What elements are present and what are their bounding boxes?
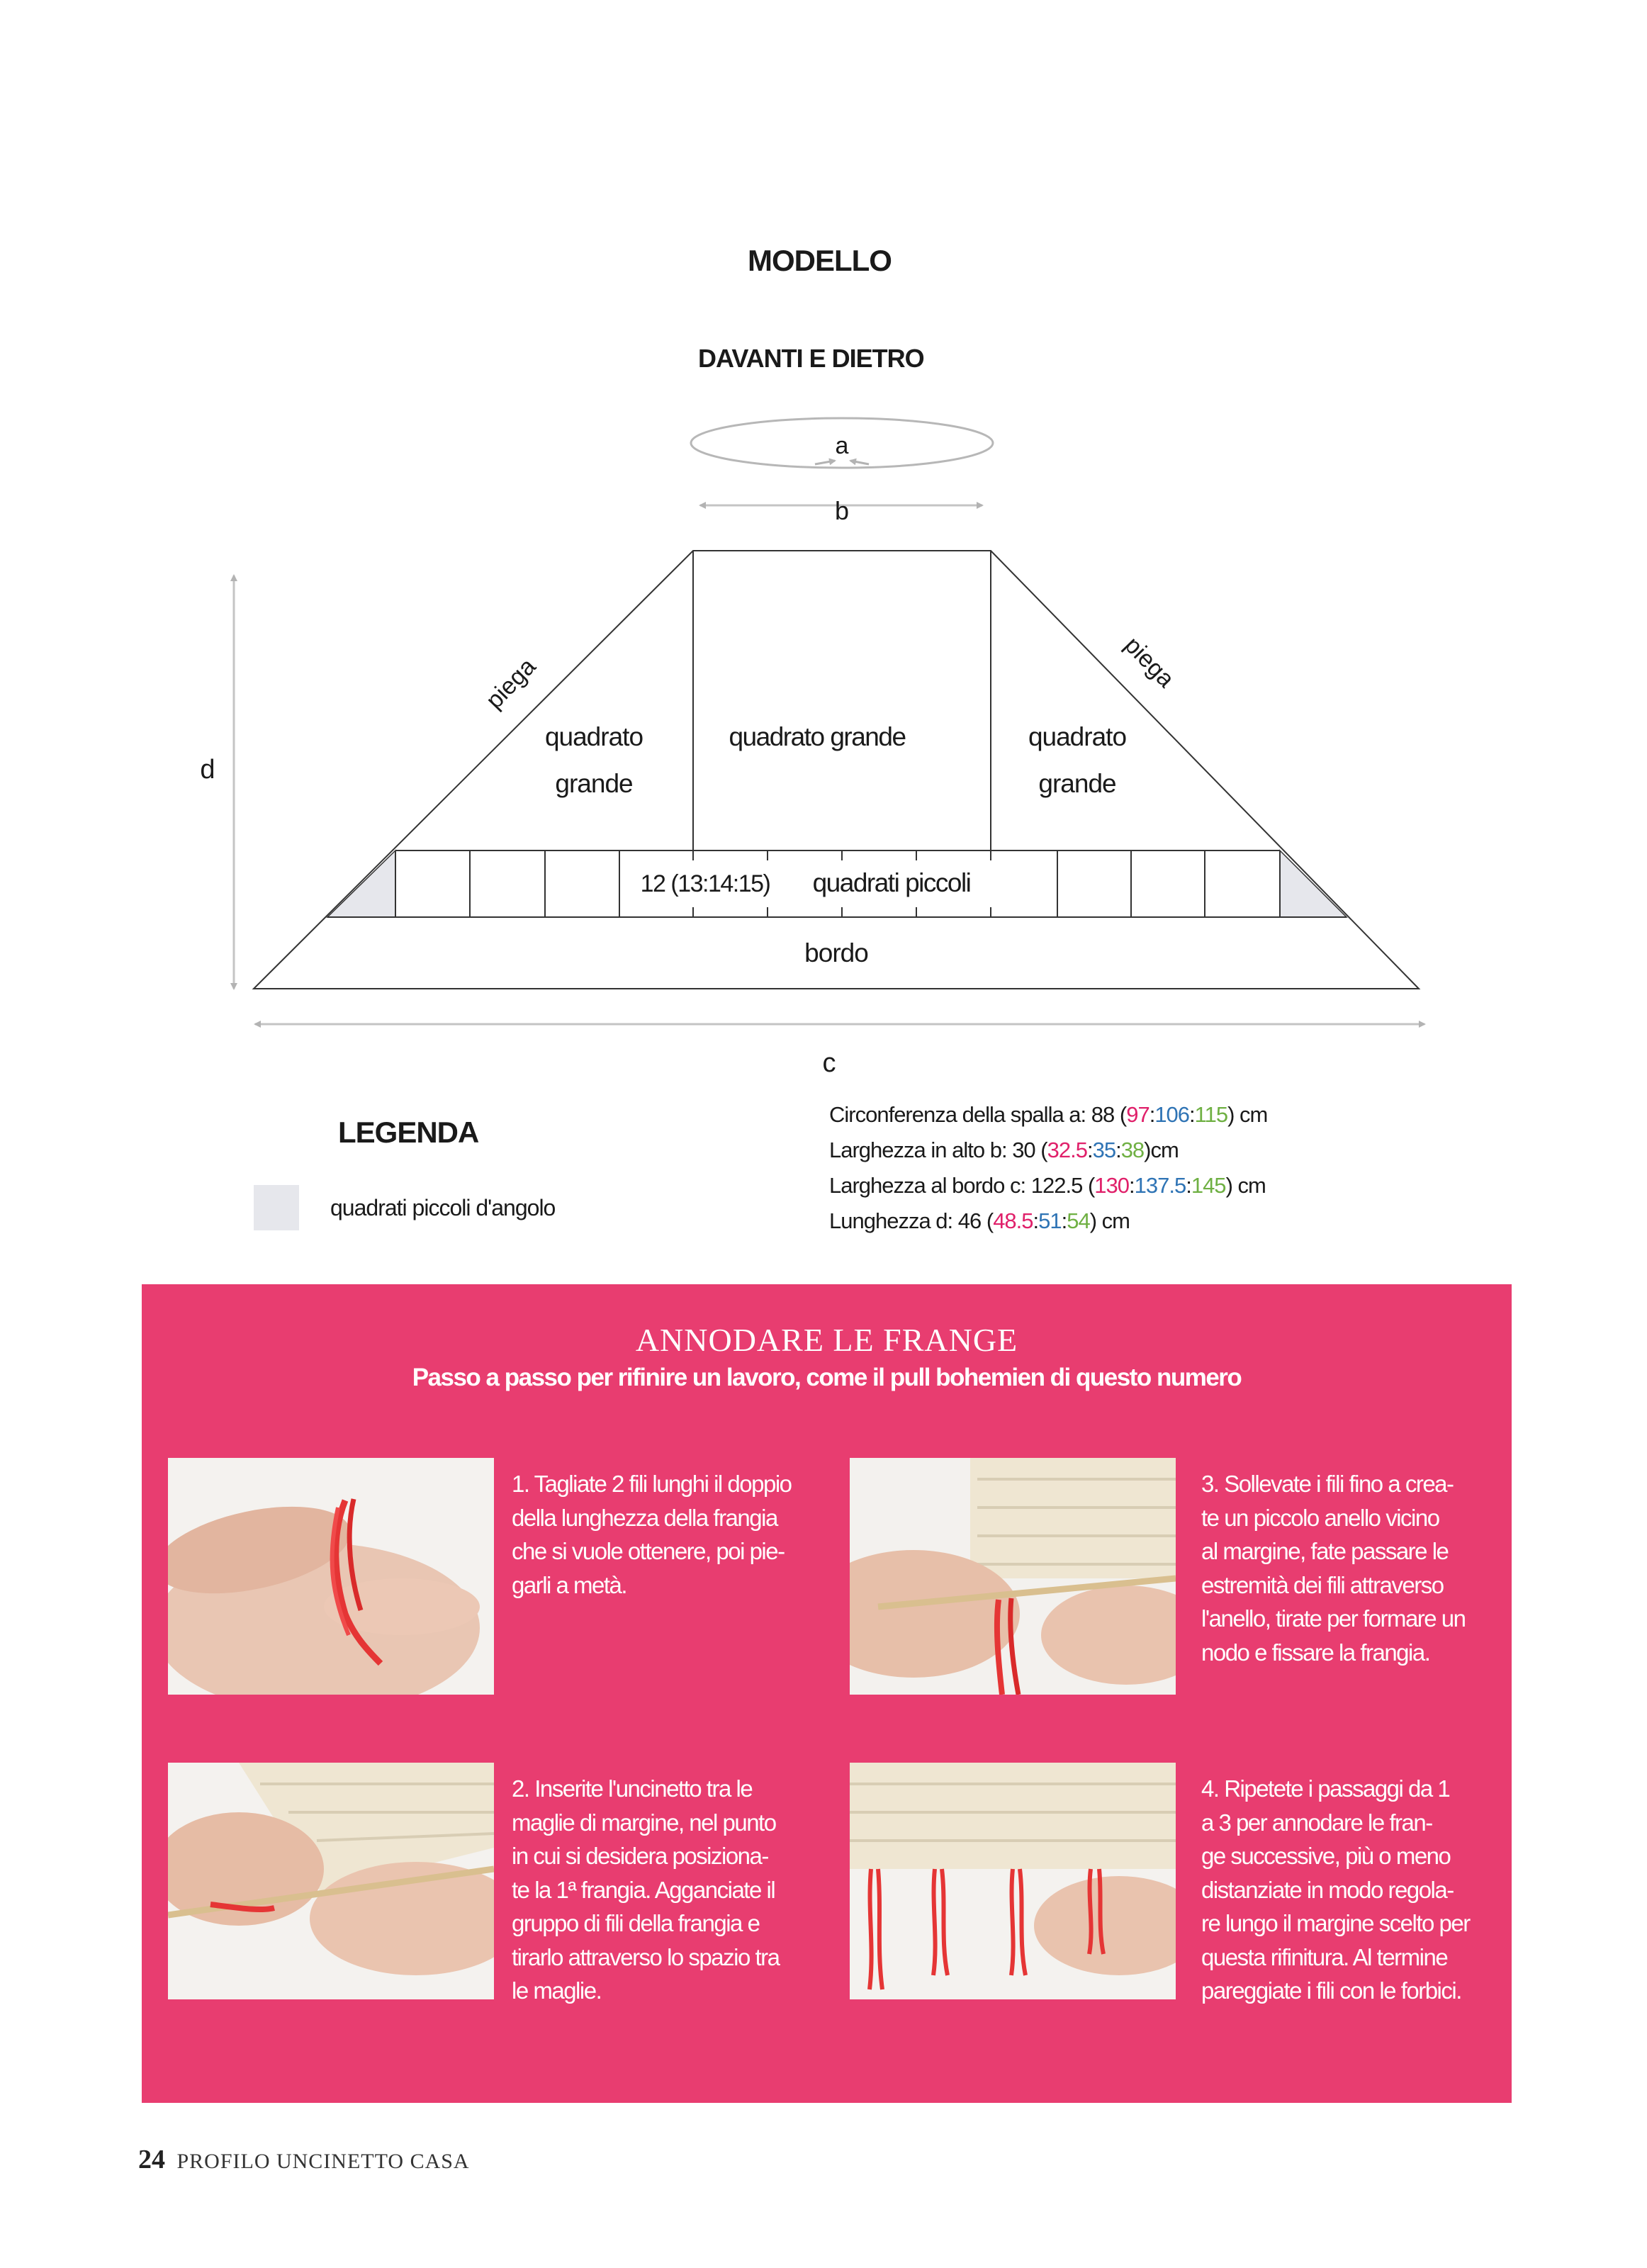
step1-photo	[168, 1458, 494, 1695]
measurements-list	[829, 1097, 1267, 1239]
legend-label: quadrati piccoli d'angolo	[330, 1195, 556, 1220]
measurement-size3: 38	[1120, 1138, 1145, 1162]
step-line: 3. Sollevate i fili fino a crea-	[1201, 1471, 1454, 1497]
measurement-base: 88	[1091, 1102, 1115, 1127]
step3-photo	[850, 1458, 1176, 1695]
dim-c-label: c	[822, 1048, 836, 1078]
fold-label-right: piega	[1119, 631, 1180, 693]
page-footer	[138, 2144, 470, 2175]
step-line: tirarlo attraverso lo spazio tra	[512, 1943, 780, 1970]
measurement-size2: 51	[1038, 1208, 1062, 1233]
measurement-size2: 137.5	[1134, 1173, 1186, 1198]
step-line: estremità dei fili attraverso	[1201, 1571, 1444, 1598]
front-back-subtitle: DAVANTI E DIETRO	[698, 344, 924, 373]
step-line: nodo e fissare la frangia.	[1201, 1639, 1430, 1666]
legend-title: LEGENDA	[338, 1116, 479, 1149]
measurement-size2: 106	[1154, 1102, 1190, 1127]
measurement-unit: ) cm	[1225, 1173, 1266, 1198]
measurement-base: 122.5	[1030, 1173, 1083, 1198]
small-squares-label: quadrati piccoli	[812, 868, 971, 897]
measurement-base: 30	[1012, 1138, 1035, 1162]
step4-photo	[850, 1763, 1176, 1999]
measurement-size3: 115	[1194, 1102, 1228, 1127]
step-line: te la 1ª frangia. Agganciate il	[512, 1876, 775, 1903]
small-squares-count: 12 (13:14:15)	[640, 870, 770, 897]
step-line: te un piccolo anello vicino	[1201, 1504, 1439, 1531]
fringe-subtitle: Passo a passo per rifinire un lavoro, come il pull bohemien di questo numero	[412, 1364, 1242, 1391]
step-line: a 3 per annodare le fran-	[1201, 1809, 1432, 1836]
legend-swatch	[254, 1185, 299, 1230]
border-label: bordo	[804, 938, 868, 967]
step1-text	[512, 1467, 809, 1602]
measurement-size1: 48.5	[993, 1208, 1033, 1233]
step-line: al margine, fate passare le	[1201, 1538, 1449, 1564]
right-square-label-1: quadrato	[1028, 722, 1127, 751]
measurement-size1: 130	[1094, 1173, 1129, 1198]
measurement-size1: 32.5	[1047, 1138, 1087, 1162]
step-line: gruppo di fili della frangia e	[512, 1910, 760, 1936]
step-line: 1. Tagliate 2 fili lunghi il doppio	[512, 1471, 792, 1497]
measurement-unit: )cm	[1144, 1138, 1179, 1162]
measurement-row: Circonferenza della spalla a: 88 (97:106:115) cm	[829, 1102, 1268, 1127]
page-number: 24	[138, 2145, 165, 2174]
step-line: re lungo il margine scelto per	[1201, 1910, 1470, 1936]
measurement-row: Larghezza in alto b: 30 (32.5:35:38)cm	[829, 1138, 1179, 1162]
step-line: 4. Ripetete i passaggi da 1	[1201, 1775, 1450, 1802]
measurement-label: Larghezza in alto b:	[829, 1138, 1013, 1162]
left-square-label-1: quadrato	[544, 722, 643, 751]
step-line: pareggiate i fili con le forbici.	[1201, 1977, 1461, 2004]
step4-text	[1201, 1772, 1499, 2008]
measurement-label: Circonferenza della spalla a:	[829, 1102, 1091, 1127]
magazine-name: PROFILO UNCINETTO CASA	[176, 2150, 470, 2173]
dim-b-label: b	[834, 496, 850, 525]
model-title: MODELLO	[748, 244, 892, 277]
right-square-label-2: grande	[1038, 769, 1116, 798]
step-line: garli a metà.	[512, 1571, 627, 1598]
step2-photo	[168, 1763, 494, 1999]
step-line: che si vuole ottenere, poi pie-	[512, 1538, 785, 1564]
pattern-schematic	[0, 0, 1647, 1091]
measurement-label: Larghezza al bordo c:	[829, 1173, 1031, 1198]
corner-square-right	[1280, 850, 1347, 917]
fringe-title: ANNODARE LE FRANGE	[635, 1322, 1018, 1358]
measurement-unit: ) cm	[1089, 1208, 1130, 1233]
step-line: maglie di margine, nel punto	[512, 1809, 776, 1836]
center-square-label: quadrato grande	[729, 722, 906, 751]
step-line: in cui si desidera posiziona-	[512, 1843, 768, 1869]
measurement-label: Lunghezza d:	[829, 1208, 958, 1233]
step-line: questa rifinitura. Al termine	[1201, 1943, 1448, 1970]
dim-a-arrow-right	[850, 461, 869, 464]
step-line: le maglie.	[512, 1977, 602, 2004]
step3-text	[1201, 1467, 1499, 1669]
fold-label-left: piega	[480, 653, 541, 714]
step-line: distanziate in modo regola-	[1201, 1876, 1454, 1903]
step-line: 2. Inserite l'uncinetto tra le	[512, 1775, 753, 1802]
fringe-tutorial-panel	[142, 1284, 1512, 2103]
step-line: ge successive, più o meno	[1201, 1843, 1451, 1869]
measurement-size3: 145	[1191, 1173, 1226, 1198]
measurement-size3: 54	[1067, 1208, 1090, 1233]
step-line: della lunghezza della frangia	[512, 1504, 777, 1531]
dim-a-arrow-left	[815, 461, 835, 464]
measurement-row: Lunghezza d: 46 (48.5:51:54) cm	[829, 1208, 1130, 1233]
measurement-base: 46	[957, 1208, 982, 1233]
garment-outline	[254, 551, 1419, 989]
measurement-size1: 97	[1126, 1102, 1149, 1127]
dim-d-label: d	[200, 755, 215, 785]
left-square-label-2: grande	[555, 769, 633, 798]
measurement-row: Larghezza al bordo c: 122.5 (130:137.5:145) cm	[829, 1173, 1266, 1198]
measurement-size2: 35	[1092, 1138, 1116, 1162]
corner-square-left	[327, 850, 395, 917]
dim-a-label: a	[835, 432, 849, 459]
step-line: l'anello, tirate per formare un	[1201, 1605, 1466, 1632]
step2-text	[512, 1772, 809, 2008]
measurement-unit: ) cm	[1227, 1102, 1268, 1127]
